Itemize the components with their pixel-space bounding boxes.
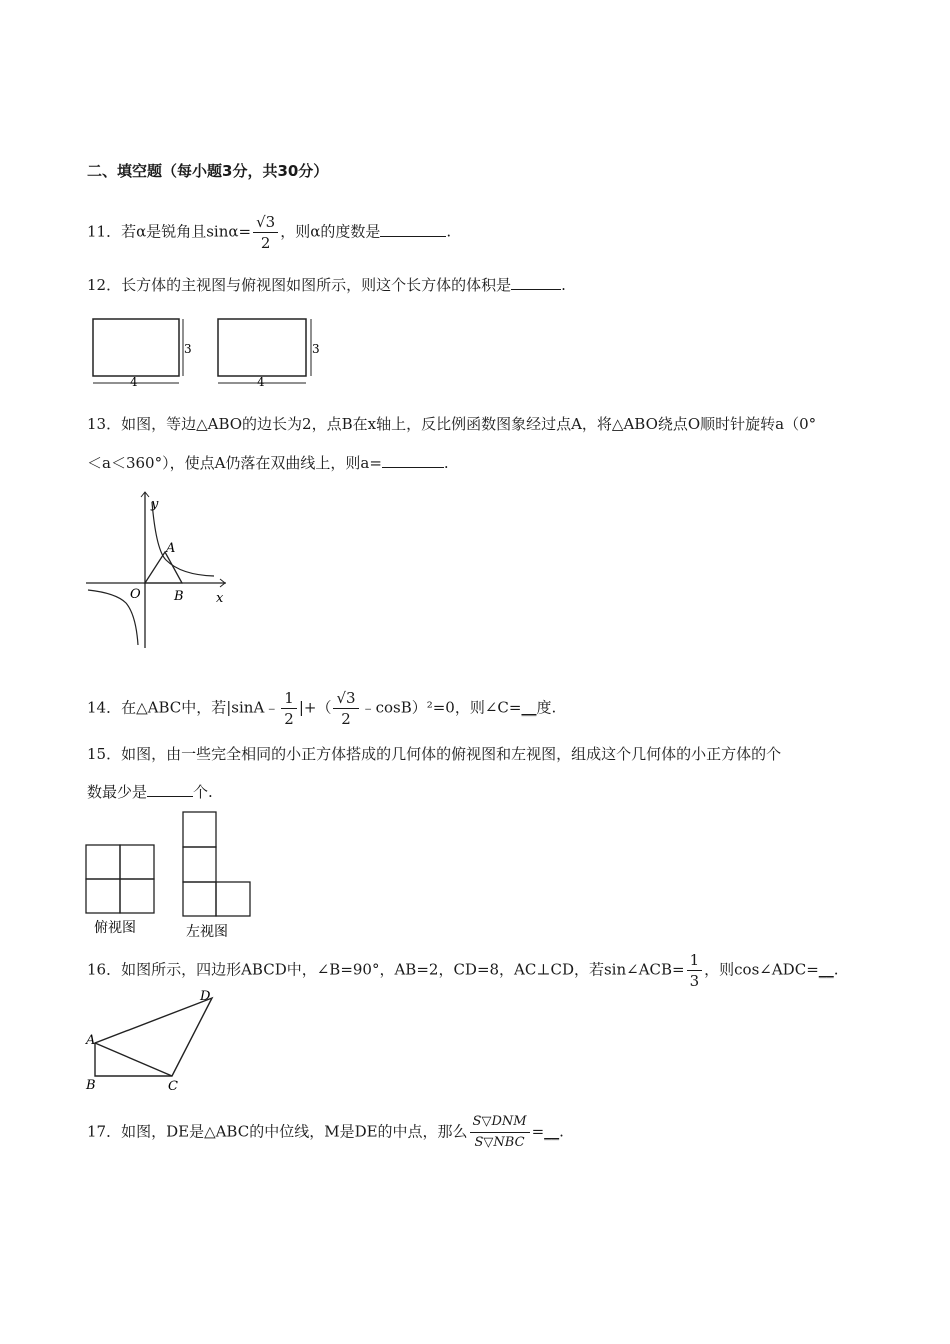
q17-frac-num: S▽DNM [470,1112,530,1133]
q11-end: . [446,222,452,241]
question-13-line-2 [87,452,449,474]
question-12 [87,274,566,296]
q12-figure [88,314,328,390]
q14-frac2-num: √3 [333,688,358,709]
q14-answer-blank[interactable]: __ [521,698,537,717]
q17-end: . [559,1122,564,1141]
q11-prefix: 11．若α是锐角且sinα= [87,222,252,241]
q16-label-c: C [168,1079,178,1094]
q17-suffix: = [531,1122,545,1141]
question-15-line-2 [87,781,213,803]
question-13-line-1: 13．如图，等边△ABO的边长为2，点B在x轴上，反比例函数图象经过点A，将△ABO绕点O顺时针旋转a（0° [87,415,817,433]
q13-figure [86,490,231,650]
q16-label-a: A [86,1033,96,1048]
q16-diagonal-ac [95,1043,172,1076]
q16-suffix: ，则cos∠ADC= [704,960,819,979]
q12-end: . [561,276,566,294]
q13-end: . [443,454,449,472]
q13-label-o: O [130,587,141,602]
q11-answer-blank[interactable] [380,222,446,237]
q17-answer-blank[interactable]: __ [544,1122,560,1141]
question-14 [87,688,556,729]
q12-label-height-1: 3 [184,342,192,356]
q15-top-view [86,845,154,913]
question-15-line-1: 15．如图，由一些完全相同的小正方体搭成的几何体的俯视图和左视图，组成这个几何体的小正方体的个 [87,745,782,763]
q16-prefix: 16．如图所示，四边形ABCD中，∠B=90°，AB=2，CD=8，AC⊥CD，若sin∠ACB= [87,960,685,979]
q14-frac1-den: 2 [284,710,294,728]
q12-front-view-rect [93,319,179,376]
question-11 [87,212,451,253]
q14-fraction-1 [281,688,297,729]
section-heading: 二、填空题（每小题3分，共30分） [87,162,329,180]
q16-answer-blank[interactable]: __ [818,960,834,979]
q13-label-a: A [166,541,176,556]
q16-quadrilateral-abcd [95,998,212,1076]
q12-top-view-rect [218,319,306,376]
q16-frac-den: 3 [689,972,700,990]
q14-fraction-2 [333,688,358,729]
q13-hyperbola-branch-1 [152,502,214,576]
q12-answer-blank[interactable] [511,275,561,290]
q12-label-height-2: 3 [312,342,320,356]
q11-suffix: ，则α的度数是 [280,222,381,241]
q15-line2-prefix: 数最少是 [87,783,148,801]
q14-after: ﹣cosB）²=0，则∠C= [360,698,522,717]
q15-figure [86,810,256,940]
q17-prefix: 17．如图，DE是△ABC的中位线，M是DE的中点，那么 [87,1122,468,1141]
q11-fraction [253,212,278,253]
q17-fraction [470,1112,530,1153]
q12-label-width-1: 4 [130,375,138,389]
q16-end: . [833,960,839,979]
q16-fraction [687,950,703,991]
q13-label-b: B [174,589,184,604]
q16-figure [84,986,219,1094]
q11-frac-num: √3 [253,212,278,233]
q13-answer-blank[interactable] [382,453,444,468]
q15-left-view [183,812,250,916]
q13-label-y: y [151,497,159,512]
question-17 [87,1112,564,1153]
q15-end: 个. [193,783,213,801]
question-16 [87,950,839,991]
q15-answer-blank[interactable] [147,782,193,797]
q13-line2-prefix: ＜a＜360°），使点A仍落在双曲线上，则a= [87,454,382,472]
q14-prefix: 14．在△ABC中，若|sinA﹣ [87,698,280,717]
q16-label-b: B [86,1078,96,1093]
q13-label-x: x [216,591,224,606]
q14-frac1-num: 1 [281,688,297,709]
q15-left-view-label: 左视图 [186,924,228,940]
q16-label-d: D [200,989,211,1004]
q17-frac-den: S▽NBC [474,1135,525,1150]
q15-top-view-label: 俯视图 [94,920,136,936]
q12-label-width-2: 4 [257,375,265,389]
q14-end: 度. [536,698,557,717]
q14-middle: |+（ [298,698,332,717]
q11-frac-den: 2 [260,234,271,252]
q16-frac-num: 1 [687,950,703,971]
q14-frac2-den: 2 [341,710,351,728]
q12-text: 12．长方体的主视图与俯视图如图所示，则这个长方体的体积是 [87,276,512,294]
